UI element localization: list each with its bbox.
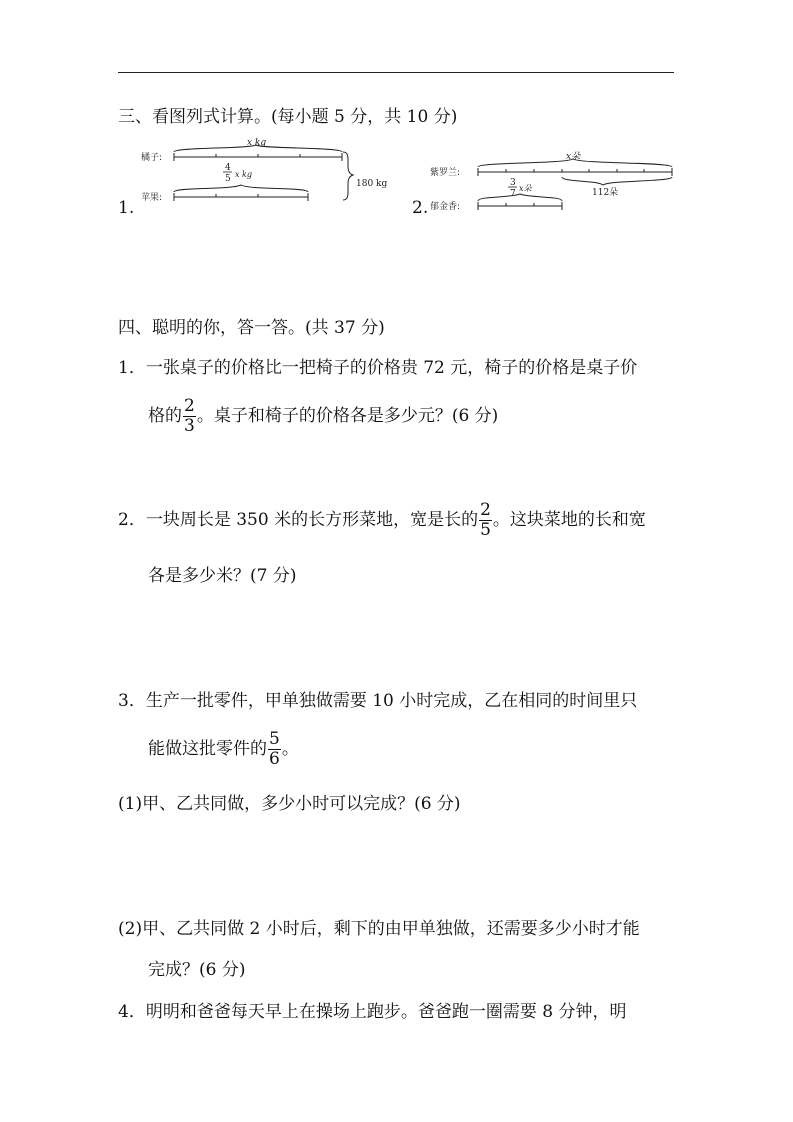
p4-line1: 4．明明和爸爸每天早上在操场上跑步。爸爸跑一圈需要 8 分钟，明 — [118, 1002, 627, 1022]
p3-line2 — [148, 729, 299, 769]
p2-text-pre: 2．一块周长是 350 米的长方形菜地，宽是长的 — [118, 510, 479, 530]
q2-row1-label: 紫罗兰: — [430, 168, 461, 178]
q2-line-diagram — [428, 148, 678, 216]
q2-row1-bar — [478, 159, 672, 185]
q1-frac-suffix: x kg — [235, 170, 253, 179]
p1-text-post: 。桌子和椅子的价格各是多少元？(6 分) — [196, 406, 499, 426]
q2-diff-label: 112朵 — [592, 188, 619, 198]
p3-line1: 3．生产一批零件，甲单独做需要 10 小时完成，乙在相同的时间里只 — [118, 691, 638, 711]
q2-row2-label: 郁金香: — [430, 202, 461, 212]
q2-row2-bar — [478, 194, 562, 210]
header-rule — [118, 72, 674, 73]
p3-text-pre: 能做这批零件的 — [148, 739, 267, 759]
p2-frac-num: 2 — [480, 500, 491, 520]
section3-title: 三、看图列式计算。(每小题 5 分，共 10 分) — [118, 107, 458, 127]
p3-fraction — [268, 731, 281, 768]
p3-frac-num: 5 — [269, 729, 280, 749]
p3-sub2-line1: (2)甲、乙共同做 2 小时后，剩下的由甲单独做，还需要多少小时才能 — [118, 919, 640, 939]
q2-frac-num: 3 — [510, 178, 516, 188]
q2-top-label: x朵 — [566, 152, 581, 162]
q2-number: 2. — [412, 198, 429, 218]
p2-frac-den: 5 — [480, 520, 491, 540]
p2-line2: 各是多少米？(7 分) — [148, 566, 297, 586]
q1-total-label: 180 kg — [356, 179, 388, 189]
q1-number: 1. — [118, 198, 135, 218]
q1-frac-num: 4 — [225, 163, 231, 173]
q1-top-label: x kg — [247, 138, 267, 148]
p1-fraction — [183, 398, 196, 435]
q1-line-diagram — [138, 136, 403, 210]
p3-sub1: (1)甲、乙共同做，多少小时可以完成？(6 分) — [118, 794, 461, 814]
p2-text-post: 。这块菜地的长和宽 — [492, 510, 646, 530]
q2-frac-den: 7 — [510, 189, 516, 199]
p2-line1 — [118, 500, 646, 540]
p1-line1: 1．一张桌子的价格比一把椅子的价格贵 72 元，椅子的价格是桌子价 — [118, 358, 638, 378]
p3-sub2-line2: 完成？(6 分) — [148, 960, 246, 980]
q1-row1-label: 橘子: — [141, 153, 163, 163]
q1-right-brace — [343, 152, 353, 200]
p2-fraction — [479, 502, 492, 539]
p3-text-post: 。 — [281, 739, 299, 759]
q2-frac-suffix: x朵 — [519, 184, 532, 193]
q1-row2-bar — [174, 185, 308, 201]
q1-row2-label: 苹果: — [141, 193, 163, 203]
q1-frac-den: 5 — [225, 174, 231, 184]
p1-frac-den: 3 — [184, 416, 195, 436]
p1-frac-num: 2 — [184, 396, 195, 416]
section4-title: 四、聪明的你，答一答。(共 37 分) — [118, 318, 385, 338]
p1-line2 — [148, 396, 498, 436]
p3-frac-den: 6 — [269, 749, 280, 769]
p1-text-pre: 格的 — [148, 406, 182, 426]
